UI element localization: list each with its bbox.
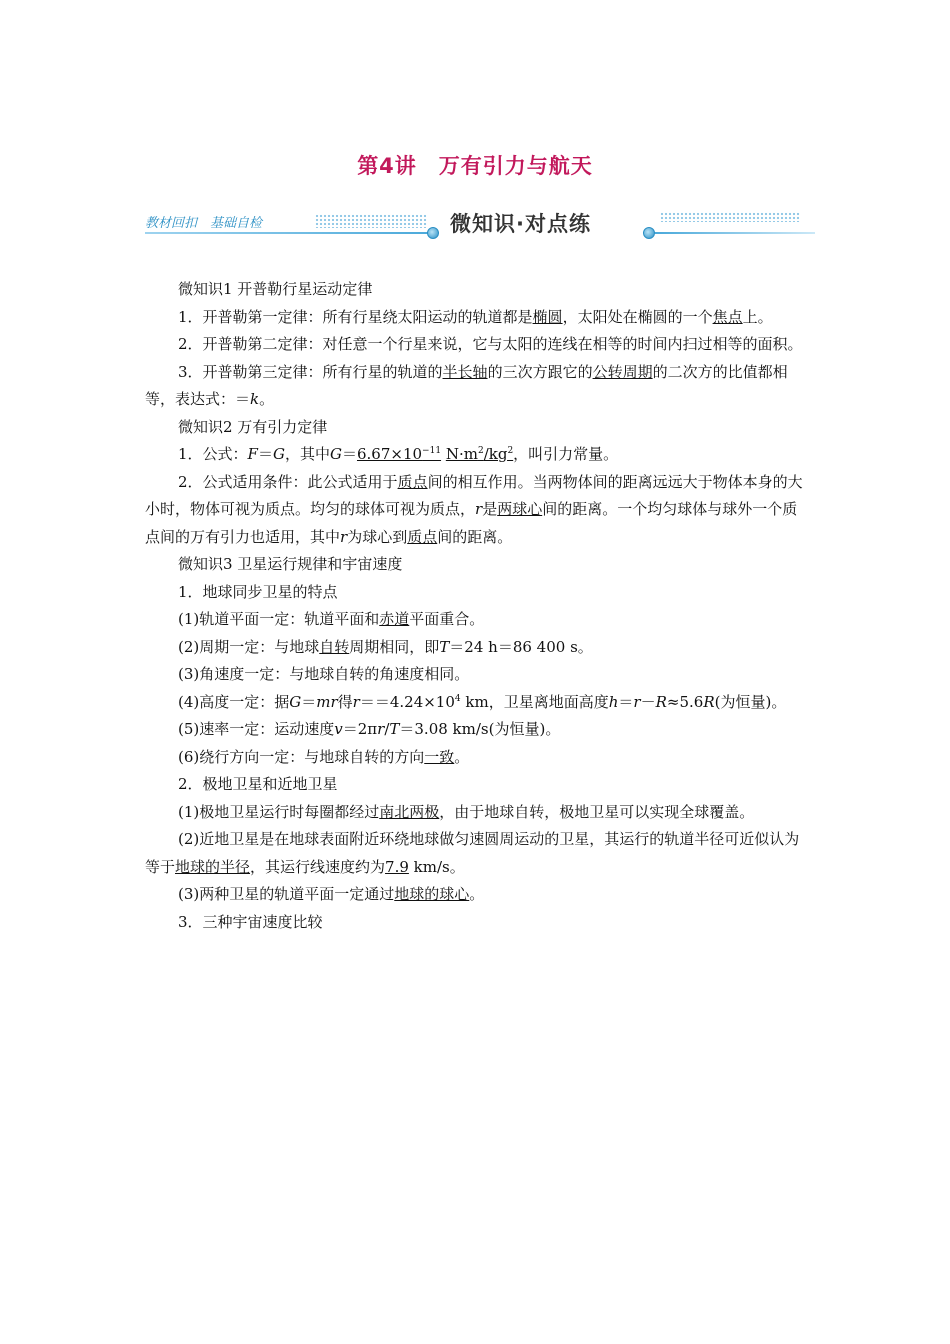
subheading: 3．三种宇宙速度比较 [178, 912, 323, 931]
text: 1．开普勒第一定律：所有行星绕太阳运动的轨道都是 [178, 307, 533, 326]
variable: r [340, 527, 348, 546]
superscript: 2 [507, 446, 514, 456]
text: ＝ [618, 692, 634, 711]
variable: v [334, 720, 343, 738]
text: km，卫星离地面高度 [460, 692, 609, 711]
answer-text: 椭圆 [532, 307, 563, 326]
text: (4)高度一定：据 [178, 692, 290, 711]
answer-text [446, 445, 513, 463]
banner-line-left [145, 232, 435, 234]
section-heading: 微知识3 卫星运行规律和宇宙速度 [178, 555, 403, 573]
variable: r [377, 720, 385, 738]
list-item [145, 799, 810, 827]
answer-text: 两球心 [497, 500, 543, 518]
variable: R [655, 692, 667, 711]
text: (3)两种卫星的轨道平面一定通过 [178, 885, 395, 903]
text: ，叫引力常量。 [513, 445, 619, 463]
answer-text [357, 445, 441, 463]
list-item [145, 634, 810, 662]
answer-text: 公转周期 [592, 362, 653, 381]
section-heading: 微知识1 开普勒行星运动定律 [178, 280, 373, 298]
answer-text: 质点 [407, 527, 438, 546]
paragraph [145, 441, 810, 469]
text: ＝24 h＝86 400 s。 [449, 637, 593, 656]
text: ≈5.6 [666, 692, 704, 711]
text: (为恒量)。 [714, 692, 787, 711]
variable: r [352, 692, 360, 711]
list-item [145, 716, 810, 744]
list-item [145, 826, 810, 881]
text: 的三次方跟它的 [487, 362, 593, 381]
text: km/s。 [408, 857, 465, 876]
text: 1．公式： [178, 445, 248, 463]
banner-dots-right [660, 212, 800, 222]
superscript: −11 [422, 446, 442, 456]
answer-text: 地球的半径 [175, 857, 251, 876]
variable: r [475, 500, 483, 518]
variable: G [272, 445, 285, 463]
text: ，其运行线速度约为 [250, 857, 386, 876]
variable: r [633, 692, 641, 711]
text: (5)速率一定：运动速度 [178, 720, 335, 738]
variable: k [250, 390, 260, 408]
text: ，由于地球自转，极地卫星可以实现全球覆盖。 [439, 802, 755, 821]
text: (1)轨道平面一定：轨道平面和 [178, 610, 380, 628]
banner-dots-left [315, 214, 427, 228]
answer-text: 赤道 [379, 610, 410, 628]
text: 间的距离。 [437, 527, 513, 546]
text: 。 [469, 885, 485, 903]
text: (2)近地卫星是在地球表面附近环绕地球做匀速圆周运动的卫星，其运行的轨道半径可近似认为等于 [145, 830, 800, 876]
paragraph [145, 359, 810, 414]
text: 得 [337, 692, 353, 711]
answer-text: 7.9 [385, 857, 409, 876]
banner-subtitle: 教材回扣 基础自检 [145, 216, 263, 231]
text: N·m [445, 445, 478, 463]
answer-text: 地球的球心 [394, 885, 470, 903]
superscript: 4 [454, 693, 461, 704]
subheading: 1．地球同步卫星的特点 [178, 582, 338, 601]
list-item [145, 606, 810, 634]
subheading: 2．极地卫星和近地卫星 [178, 775, 338, 793]
text: 的二次方的比值都相等，表达式：＝ [145, 362, 788, 408]
text: 3．开普勒第三定律：所有行星的轨道的 [178, 362, 443, 381]
section-banner [145, 208, 815, 240]
text: ＝2π [342, 720, 378, 738]
paragraph: 2．开普勒第二定律：对任意一个行星来说，它与太阳的连线在相等的时间内扫过相等的面积。 [178, 335, 803, 353]
banner-title: 微知识·对点练 [450, 212, 591, 236]
paragraph [145, 304, 810, 332]
answer-text: 南北两极 [379, 802, 440, 821]
variable: G [289, 692, 302, 711]
text: 2．公式适用条件：此公式适用于 [178, 472, 398, 491]
text: ＝ [301, 692, 317, 711]
superscript: 2 [477, 446, 484, 456]
text: ，其中 [284, 445, 330, 463]
answer-text: 质点 [397, 472, 428, 491]
text: (2)周期一定：与地球 [178, 637, 320, 656]
section-heading: 微知识2 万有引力定律 [178, 417, 328, 436]
variable: F [247, 445, 258, 463]
text: 。 [259, 390, 275, 408]
variable: T [389, 720, 400, 738]
text: 上。 [742, 307, 773, 326]
variable: R [703, 692, 715, 711]
text: － [640, 692, 656, 711]
answer-text: 自转 [319, 637, 350, 656]
text: 间的相互作用。当两物体间的距离远远大于物体本身的大小时，物体可视为质点。均匀的球体可视为质点， [145, 472, 803, 518]
text: (6)绕行方向一定：与地球自转的方向 [178, 747, 425, 766]
document-body [145, 276, 810, 936]
text: / [384, 720, 390, 738]
text: 周期相同，即 [349, 637, 440, 656]
text: ＝＝4.24×10 [359, 692, 455, 711]
variable: G [329, 445, 342, 463]
list-item [145, 689, 810, 717]
text: ＝ [257, 445, 273, 463]
variable: mr [316, 692, 338, 711]
text: /kg [483, 445, 508, 463]
text: ，太阳处在椭圆的一个 [562, 307, 713, 326]
page-title: 第4讲 万有引力与航天 [357, 154, 593, 178]
variable: h [608, 692, 619, 711]
answer-text: 焦点 [712, 307, 743, 326]
answer-text: 一致 [424, 747, 455, 766]
text: 6.67×10 [356, 445, 423, 463]
banner-line-right [655, 232, 815, 234]
text: 是 [482, 500, 498, 518]
list-item [145, 744, 810, 772]
paragraph [145, 469, 810, 552]
text: ＝ [341, 445, 357, 463]
banner-circle-icon [427, 227, 439, 239]
answer-text: 半长轴 [442, 362, 488, 381]
text: 。 [454, 747, 470, 766]
text: (1)极地卫星运行时每圈都经过 [178, 802, 380, 821]
text: ＝3.08 km/s(为恒量)。 [399, 720, 561, 738]
text: 平面重合。 [409, 610, 485, 628]
list-item: (3)角速度一定：与地球自转的角速度相同。 [178, 665, 470, 683]
banner-circle-icon [643, 227, 655, 239]
text: 为球心到 [347, 527, 408, 546]
variable: T [439, 637, 450, 656]
text: 间的距离。一个均匀球体与球外一个质点间的万有引力也适用，其中 [145, 500, 798, 546]
list-item [145, 881, 810, 909]
